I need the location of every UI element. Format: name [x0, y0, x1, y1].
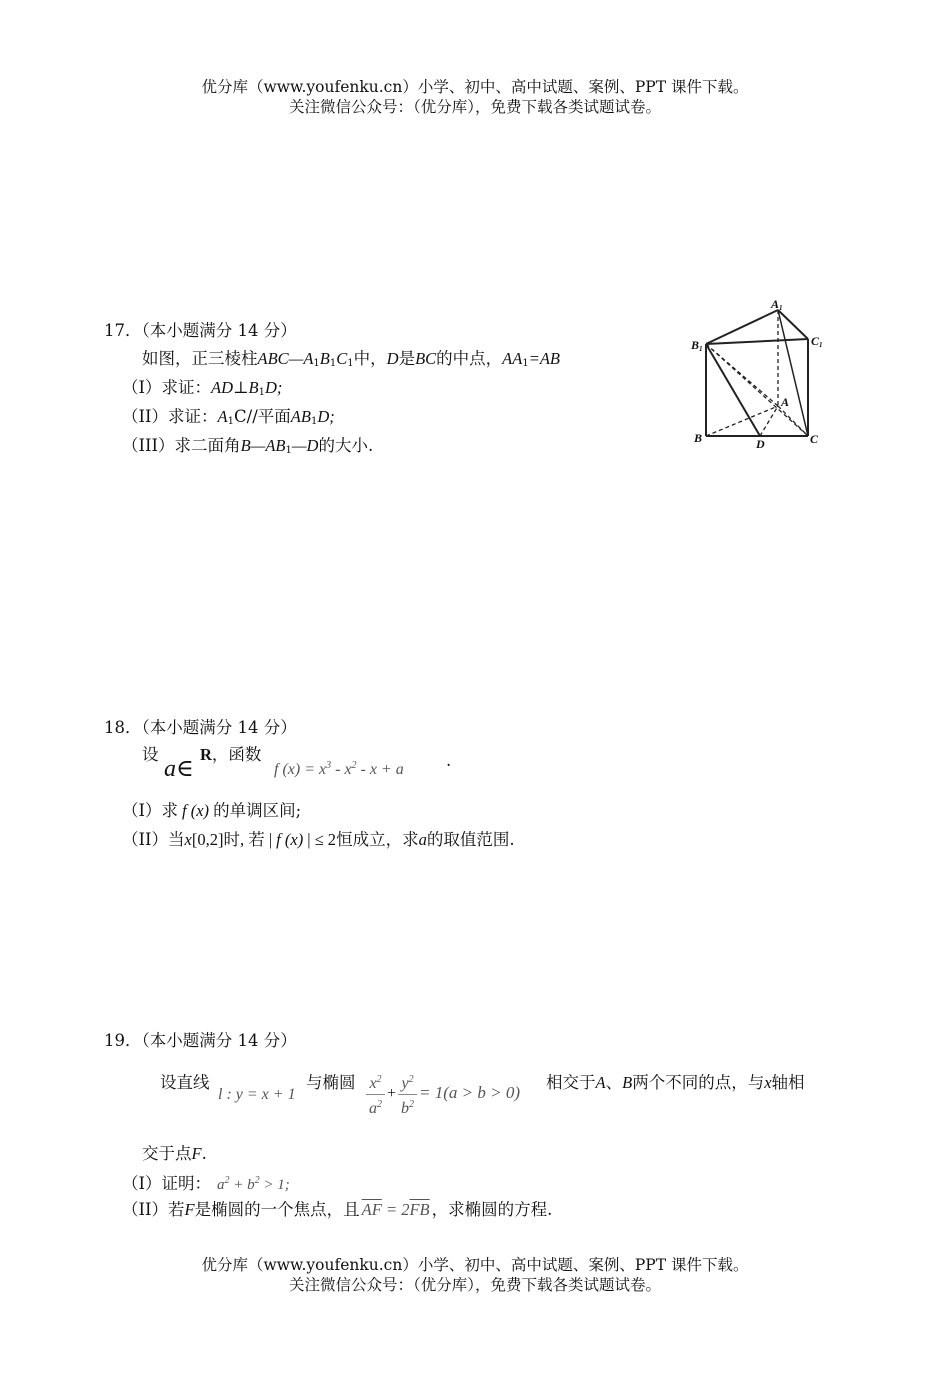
footer-line-2: 关注微信公众号：（优分库），免费下载各类试题试卷。 — [288, 1276, 661, 1294]
label-d: D — [756, 437, 765, 451]
q18-fx: f (x) = x — [274, 761, 327, 778]
label-c1: C — [811, 334, 820, 348]
q18-dot: . — [446, 751, 452, 770]
q19-p2-mid: 是椭圆的一个焦点，且 — [194, 1200, 360, 1219]
q18-p2-x: x — [184, 830, 192, 849]
svg-text:A1 — [770, 297, 783, 312]
part-label: （II）当 — [122, 830, 185, 849]
q17-bc: BC — [415, 349, 437, 368]
sub: 1 — [329, 358, 337, 369]
q17-d: D — [386, 349, 399, 368]
q18-p1-tail: 的单调区间; — [213, 801, 302, 820]
sub: 1 — [258, 387, 265, 398]
q19-p1-a: a — [217, 1177, 225, 1193]
q19-eq-cond: = 1(a > b > 0) — [419, 1083, 521, 1103]
q18-minus-x: - x — [331, 761, 352, 778]
q18-p2-fx: f (x) — [276, 830, 304, 849]
part-label: （I）求证： — [122, 378, 212, 397]
sub: 1 — [227, 416, 235, 427]
q18-p2-end: 的取值范围. — [426, 830, 515, 849]
part-label: （III）求二面角 — [122, 436, 241, 455]
q19-axis: 轴相 — [771, 1073, 805, 1092]
sup: 2 — [409, 1099, 415, 1110]
sup: 2 — [254, 1175, 260, 1186]
part-label: （I）求 — [122, 801, 179, 820]
q19-with: 与椭圆 — [306, 1073, 356, 1092]
q19-frac-y — [398, 1070, 417, 1119]
q17-p1-math: AD⊥B — [211, 378, 259, 397]
label-c: C — [810, 432, 819, 446]
q17-number: 17． — [104, 321, 142, 340]
sub: 1 — [347, 358, 354, 369]
frac-den: a — [369, 1100, 377, 1117]
label-sub: 1 — [699, 345, 703, 353]
label-a1: A — [771, 297, 780, 311]
q18-a-in — [164, 754, 194, 783]
q17-intro-text: 是 — [398, 349, 416, 368]
q19-p1-end: > 1; — [259, 1177, 290, 1193]
q17-p2-b: C//平面 — [234, 407, 291, 426]
q18-in: ∈ — [176, 756, 194, 782]
q19-p2-F: F — [184, 1200, 195, 1219]
q19-cont-text: 交于点 — [142, 1144, 192, 1163]
edge-d-a — [760, 406, 778, 436]
sub: 1 — [313, 358, 320, 369]
q17-heading — [104, 320, 297, 342]
q19-line-eq: l : y = x + 1 — [218, 1086, 296, 1103]
q19-intersect — [546, 1072, 805, 1094]
q19-p2-tail: ，求椭圆的方程. — [431, 1200, 553, 1219]
footer-line-1: 优分库（www.youfenku.cn）小学、初中、高中试题、案例、PPT 课件下载。 — [201, 1256, 749, 1274]
prism-figure — [688, 294, 838, 454]
q17-p2-d: D; — [317, 407, 335, 426]
q17-p3-b: —D — [291, 436, 319, 455]
q19-sep: 、 — [605, 1073, 623, 1092]
q18-R: R — [200, 745, 212, 764]
q17-intro-text: 如图，正三棱柱 — [142, 349, 258, 368]
q17-intro-text: 的中点， — [436, 349, 503, 368]
q19-set-line: 设直线 — [160, 1073, 210, 1092]
label-a: A — [781, 395, 790, 409]
q18-p1-fx: f (x) — [182, 801, 210, 820]
frac-num: x — [369, 1075, 377, 1092]
q19-part-2 — [122, 1199, 552, 1221]
part-label: （I）证明： — [122, 1174, 212, 1193]
label-b1: B — [691, 338, 700, 352]
q19-x: x — [764, 1073, 772, 1092]
q17-p1-tail: D; — [265, 378, 283, 397]
label-sub: 1 — [819, 341, 823, 349]
q19-cont — [142, 1143, 207, 1165]
q19-vec-FB: $\overline{FB}$ — [409, 1200, 430, 1219]
q18-tail: - x + a — [356, 761, 404, 778]
svg-text:B1 — [690, 338, 703, 353]
q19-vec-AF: $\overline{AF}$ — [361, 1200, 382, 1219]
q18-p2-le: | ≤ 2 — [307, 830, 337, 849]
q17-aa: AA — [502, 349, 523, 368]
label-b: B — [694, 431, 703, 445]
q17-part-3 — [122, 435, 373, 462]
part-label: （II）若 — [122, 1200, 185, 1219]
q17-intro-text: 中， — [353, 349, 387, 368]
q18-part-2 — [122, 829, 515, 851]
q17-p3-a: B—AB — [240, 436, 286, 455]
header-line-2: 关注微信公众号：（优分库），免费下载各类试题试卷。 — [288, 98, 661, 116]
q18-p2-int: [0,2]时, 若 | — [191, 830, 273, 849]
edge-b-a — [706, 406, 778, 436]
q19-number: 19． — [104, 1031, 142, 1050]
header-line-1: 优分库（www.youfenku.cn）小学、初中、高中试题、案例、PPT 课件下载。 — [201, 78, 749, 96]
q18-heading — [104, 717, 297, 739]
q19-B: B — [622, 1073, 633, 1092]
q17-p3-tail: 的大小. — [318, 436, 374, 455]
edge-a-c — [778, 406, 808, 436]
q19-period: . — [201, 1144, 207, 1163]
svg-text:C1 — [811, 334, 823, 349]
edge-a1-c — [778, 310, 808, 436]
q18-intro-set: 设 — [142, 745, 159, 764]
q18-number: 18． — [104, 718, 142, 737]
sub: 1 — [310, 416, 318, 427]
sup: 2 — [377, 1099, 382, 1110]
q19-two-pts: 两个不同的点，与 — [632, 1073, 765, 1092]
sub: 1 — [522, 358, 529, 369]
q17-part-1 — [122, 377, 282, 404]
q17-p2-c: AB — [290, 407, 311, 426]
q18-a: a — [164, 756, 176, 782]
q19-frac-x — [366, 1070, 385, 1119]
q17-score: （本小题满分 14 分） — [141, 321, 297, 340]
sup: 2 — [408, 1074, 414, 1085]
sup: 2 — [376, 1074, 382, 1085]
q19-A: A — [595, 1073, 606, 1092]
edge-b1-a1 — [706, 310, 778, 344]
sup: 2 — [351, 760, 357, 771]
q18-p2-a: a — [418, 830, 427, 849]
edge-b1-d — [706, 344, 760, 436]
edge-b1-c1 — [706, 339, 808, 344]
q17-eq-ab: =AB — [528, 349, 561, 368]
q19-score: （本小题满分 14 分） — [141, 1031, 297, 1050]
q17-prism-b: B — [319, 349, 330, 368]
label-sub: 1 — [779, 304, 783, 312]
q17-prism: ABC—A — [257, 349, 314, 368]
part-label: （II）求证： — [122, 407, 218, 426]
q18-func: ，函数 — [211, 745, 262, 764]
q19-part-1 — [122, 1170, 290, 1196]
sub: 1 — [285, 445, 292, 456]
q17-part-2 — [122, 406, 335, 433]
q19-heading — [104, 1030, 297, 1052]
sup: 3 — [326, 760, 332, 771]
q19-F: F — [191, 1144, 202, 1163]
q18-p2-tail: 恒成立，求 — [336, 830, 419, 849]
q18-part-1 — [122, 800, 301, 822]
q19-p1-b: + b — [229, 1177, 255, 1193]
q18-function — [274, 760, 404, 779]
edge-a1-c1 — [778, 310, 808, 339]
q19-plus: + — [387, 1085, 397, 1103]
sup: 2 — [224, 1175, 230, 1186]
q18-intro-func — [200, 744, 261, 766]
frac-num: y — [401, 1075, 409, 1092]
q18-score: （本小题满分 14 分） — [141, 718, 297, 737]
q17-intro — [142, 348, 560, 375]
frac-den: b — [401, 1100, 410, 1117]
q19-eq2: = 2 — [381, 1200, 410, 1219]
q19-ellipse-eq — [364, 1070, 520, 1119]
q17-prism-c: C — [336, 349, 348, 368]
q17-p2-a: A — [217, 407, 228, 426]
edge-b1-c — [706, 344, 808, 436]
q19-intersect-text: 相交于 — [546, 1073, 596, 1092]
